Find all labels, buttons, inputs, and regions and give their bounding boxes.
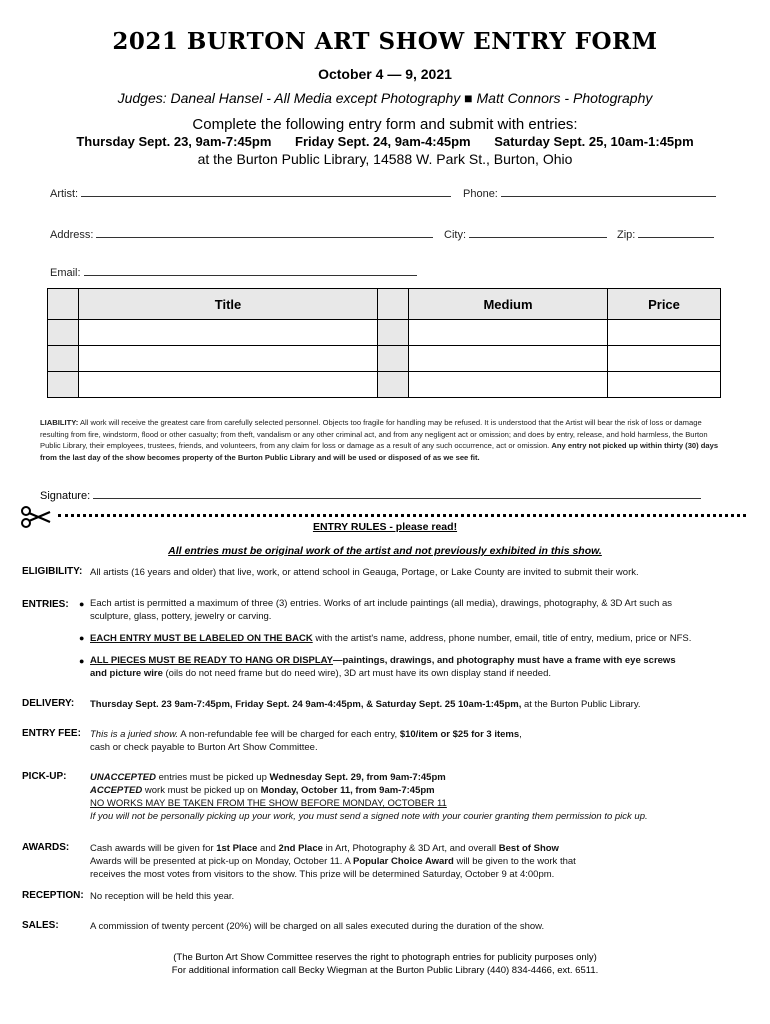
title-column-header: Title [79, 289, 378, 320]
delivery-label: DELIVERY: [22, 698, 75, 709]
bullet-icon: ● [79, 656, 85, 666]
library-location: at the Burton Public Library, 14588 W. Park St., Burton, Ohio [197, 151, 573, 167]
entries-rule-3-rest: —paintings, drawings, and photography must have a frame with eye screws [333, 655, 676, 666]
entry-day-saturday: Saturday Sept. 25, 10am-1:45pm [494, 134, 694, 149]
delivery-rest: at the Burton Public Library. [521, 699, 641, 710]
liability-bold-text: Any entry not picked up within thirty (30) days from the last day of the show becomes property of the Burton Public Library and will be used or disposed of as we see fit. [40, 441, 719, 462]
email-label: Email: [50, 267, 81, 279]
pickup-unaccepted-mid: entries must be picked up [155, 772, 270, 783]
email-line[interactable] [84, 265, 417, 276]
price-cell[interactable] [608, 320, 721, 346]
entries-rule-3-bold: ALL PIECES MUST BE READY TO HANG OR DISPLAY [90, 655, 333, 666]
price-cell[interactable] [608, 346, 721, 372]
sales-label: SALES: [22, 920, 59, 931]
pickup-warning: NO WORKS MAY BE TAKEN FROM THE SHOW BEFORE MONDAY, OCTOBER 11 [90, 798, 447, 809]
awards-text: Awards will be presented at pick-up on Monday, October 11. A [90, 856, 353, 867]
entries-rule-1-cont: sculpture, glass, pottery, jewelry or carving. [90, 611, 272, 622]
pickup-label: PICK-UP: [22, 771, 67, 782]
awards-text: will be given to the work that [453, 856, 576, 867]
pickup-accepted-label: ACCEPTED [90, 785, 143, 796]
phone-label: Phone: [463, 188, 498, 200]
awards-second-place: 2nd Place [278, 843, 323, 854]
medium-cell[interactable] [409, 372, 608, 398]
title-cell[interactable] [79, 346, 378, 372]
price-column-header: Price [608, 289, 721, 320]
eligibility-label: ELIGIBILITY: [22, 566, 83, 577]
medium-cell[interactable] [409, 320, 608, 346]
show-dates: October 4 — 9, 2021 [318, 66, 452, 82]
photo-rights-note: (The Burton Art Show Committee reserves the right to photograph entries for publicity purposes only) [173, 952, 597, 963]
phone-line[interactable] [501, 186, 716, 197]
delivery-text [90, 698, 641, 711]
entries-label: ENTRIES: [22, 599, 69, 610]
title-cell[interactable] [79, 372, 378, 398]
entry-fee-mid: A non-refundable fee will be charged for each entry, [178, 729, 400, 740]
pickup-unaccepted-label: UNACCEPTED [90, 772, 156, 783]
spacer-cell [378, 372, 409, 398]
bullet-icon: ● [79, 599, 85, 609]
table-header-row [48, 289, 721, 320]
city-label: City: [444, 229, 466, 241]
entry-number-cell [48, 372, 79, 398]
entries-table [47, 288, 721, 398]
phone-field[interactable] [463, 186, 716, 200]
liability-text: All work will receive the greatest care from carefully selected personnel. Objects too fragile for handling may be refused. It is understood that the Artist will bear the risk of loss or damage resulting from fire, windstorm, flood or other casualty; from theft, vandalism or any other criminal act, and from any negligent act or omission; and does by entry, release, and hold harmless, the Burton Public Library, their employees, trustees, friends, and volunteers, from any claim for loss or damage as a result of any such occurrence, act or omission. [40, 418, 708, 451]
awards-popular-choice: Popular Choice Award [352, 856, 454, 867]
signature-field[interactable] [40, 488, 701, 502]
awards-text: Cash awards will be given for [90, 843, 217, 854]
entries-rule-2-bold: EACH ENTRY MUST BE LABELED ON THE BACK [90, 633, 313, 644]
entries-rule-2-rest: with the artist's name, address, phone number, email, title of entry, medium, price or NFS. [312, 633, 692, 644]
title-cell[interactable] [79, 320, 378, 346]
artist-label: Artist: [50, 188, 79, 200]
address-field[interactable] [50, 227, 433, 241]
pickup-courier-note: If you will not be personally picking up your work, you must send a signed note with your courier granting them permission to pick up. [90, 811, 648, 822]
awards-best-of-show: Best of Show [498, 843, 559, 854]
awards-line-1 [90, 842, 559, 855]
entries-rule-3-cont [90, 667, 551, 680]
medium-column-header: Medium [409, 289, 608, 320]
reception-label: RECEPTION: [22, 890, 84, 901]
contact-info: For additional information call Becky Wiegman at the Burton Public Library (440) 834-4466, ext. 6511. [171, 965, 599, 976]
entry-day-thursday: Thursday Sept. 23, 9am-7:45pm [76, 134, 272, 149]
entry-rules-title: ENTRY RULES - please read! [312, 521, 458, 533]
table-row [48, 346, 721, 372]
awards-first-place: 1st Place [216, 843, 258, 854]
entries-rule-3-cont-rest: (oils do not need frame but do need wire), 3D art must have its own display stand if needed. [162, 668, 551, 679]
spacer-column-header [378, 289, 409, 320]
bullet-icon: ● [79, 633, 85, 643]
entry-fee-italic: This is a juried show. [90, 729, 179, 740]
address-label: Address: [50, 229, 94, 241]
form-title: 2021 BURTON ART SHOW ENTRY FORM [112, 28, 658, 55]
spacer-cell [378, 346, 409, 372]
table-row [48, 372, 721, 398]
awards-label: AWARDS: [22, 842, 70, 853]
medium-cell[interactable] [409, 346, 608, 372]
entry-day-friday: Friday Sept. 24, 9am-4:45pm [295, 134, 471, 149]
entries-rule-2 [90, 632, 691, 645]
entry-number-cell [48, 320, 79, 346]
city-field[interactable] [444, 227, 607, 241]
sales-text: A commission of twenty percent (20%) will be charged on all sales executed during the duration of the show. [90, 921, 545, 932]
artist-field[interactable] [50, 186, 451, 200]
city-line[interactable] [469, 227, 607, 238]
price-cell[interactable] [608, 372, 721, 398]
address-line[interactable] [96, 227, 433, 238]
zip-field[interactable] [617, 227, 714, 241]
number-column-header [48, 289, 79, 320]
signature-line[interactable] [93, 488, 701, 499]
liability-paragraph [40, 417, 730, 463]
pickup-unaccepted [90, 771, 446, 784]
pickup-accepted [90, 784, 435, 797]
zip-line[interactable] [638, 227, 714, 238]
instructions-line: Complete the following entry form and submit with entries: [192, 116, 578, 133]
spacer-cell [378, 320, 409, 346]
entry-fee-end: , [519, 729, 522, 740]
entry-rules-subtitle: All entries must be original work of the artist and not previously exhibited in this show. [168, 545, 602, 557]
entry-fee-payment: cash or check payable to Burton Art Show Committee. [90, 742, 318, 753]
email-field[interactable] [50, 265, 417, 279]
signature-label: Signature: [40, 490, 91, 502]
entry-number-cell [48, 346, 79, 372]
entry-days [0, 134, 770, 149]
judges-line: Judges: Daneal Hansel - All Media except Photography ■ Matt Connors - Photography [117, 90, 653, 106]
zip-label: Zip: [617, 229, 636, 241]
awards-line-3: receives the most votes from visitors to the show. This prize will be determined Saturday, October 9 at 4:00pm. [90, 869, 555, 880]
pickup-unaccepted-date: Wednesday Sept. 29, from 9am-7:45pm [269, 772, 446, 783]
pickup-accepted-mid: work must be picked up on [142, 785, 261, 796]
pickup-accepted-date: Monday, October 11, from 9am-7:45pm [260, 785, 435, 796]
delivery-bold: Thursday Sept. 23 9am-7:45pm, Friday Sept. 24 9am-4:45pm, & Saturday Sept. 25 10am-1:45pm, [90, 699, 522, 710]
cut-line [58, 514, 746, 517]
entries-rule-3-cont-bold: and picture wire [90, 668, 163, 679]
reception-text: No reception will be held this year. [90, 891, 235, 902]
entries-rule-1: Each artist is permitted a maximum of three (3) entries. Works of art include paintings (all media), drawings, photography, & 3D Art such as [90, 598, 673, 609]
awards-text: and [257, 843, 279, 854]
entries-rule-3 [90, 654, 676, 667]
entry-fee-amount: $10/item or $25 for 3 items [399, 729, 520, 740]
liability-label: LIABILITY: [40, 418, 79, 427]
entry-fee-label: ENTRY FEE: [22, 728, 81, 739]
awards-line-2 [90, 855, 576, 868]
entry-fee-text [90, 728, 522, 741]
artist-line[interactable] [81, 186, 451, 197]
awards-text: in Art, Photography & 3D Art, and overall [322, 843, 499, 854]
table-row [48, 320, 721, 346]
eligibility-text: All artists (16 years and older) that live, work, or attend school in Geauga, Portage, or Lake County are invited to submit their work. [90, 567, 639, 578]
